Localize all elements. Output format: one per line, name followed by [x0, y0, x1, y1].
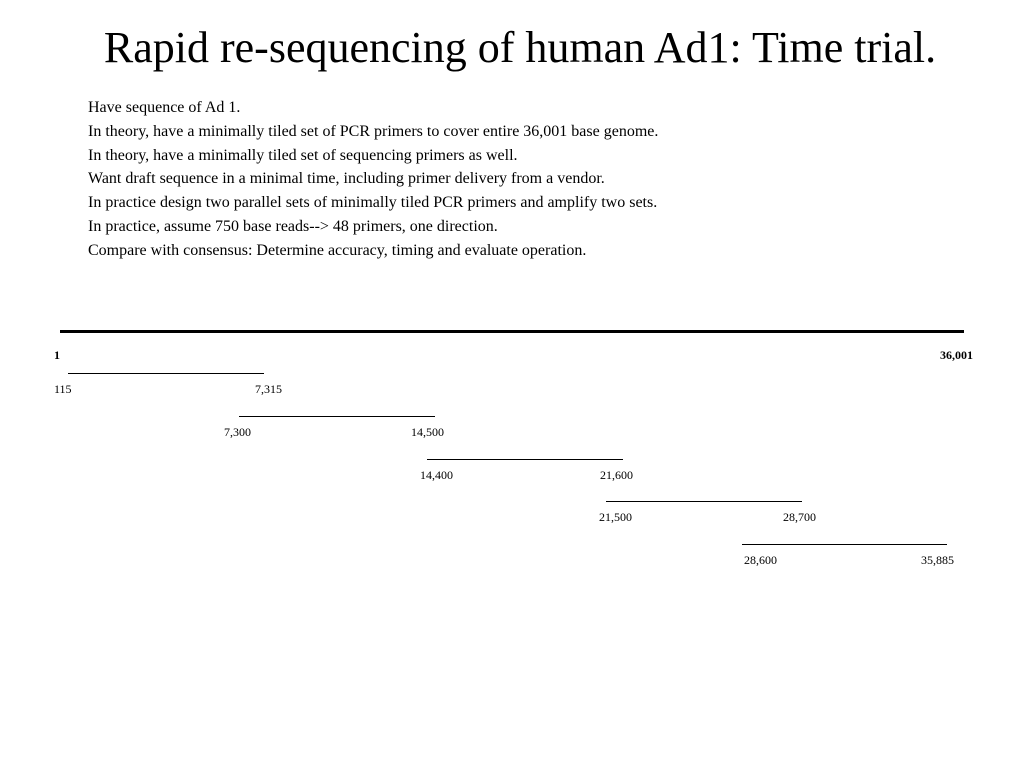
segment-end-label: 14,500: [411, 425, 444, 439]
bullet-item: In theory, have a minimally tiled set of sequencing primers as well.: [88, 146, 518, 164]
segment-start-label: 115: [54, 382, 72, 396]
segment-end-label: 7,315: [255, 382, 282, 396]
segment-start-label: 7,300: [224, 425, 251, 439]
segment-line: [427, 459, 623, 460]
bullet-item: In theory, have a minimally tiled set of PCR primers to cover entire 36,001 base genome.: [88, 122, 659, 140]
bullet-item: Want draft sequence in a minimal time, including primer delivery from a vendor.: [88, 170, 605, 188]
segment-start-label: 14,400: [420, 468, 453, 482]
segment-line: [742, 544, 947, 545]
segment-end-label: 21,600: [600, 468, 633, 482]
bullet-item: In practice design two parallel sets of minimally tiled PCR primers and amplify two sets.: [88, 194, 658, 212]
segment-end-label: 28,700: [783, 510, 816, 524]
genome-end-label: 36,001: [940, 348, 973, 362]
segment-start-label: 28,600: [744, 553, 777, 567]
segment-start-label: 21,500: [599, 510, 632, 524]
bullet-item: In practice, assume 750 base reads--> 48 primers, one direction.: [88, 217, 498, 235]
genome-line: [60, 330, 964, 333]
genome-start-label: 1: [54, 348, 60, 362]
segment-line: [606, 501, 802, 502]
bullet-list: [88, 96, 658, 263]
segment-line: [68, 373, 264, 374]
segment-line: [239, 416, 435, 417]
bullet-item: Compare with consensus: Determine accuracy, timing and evaluate operation.: [88, 241, 587, 259]
slide-title: Rapid re-sequencing of human Ad1: Time trial.: [103, 23, 937, 72]
bullet-item: Have sequence of Ad 1.: [88, 99, 241, 116]
segment-end-label: 35,885: [921, 553, 954, 567]
